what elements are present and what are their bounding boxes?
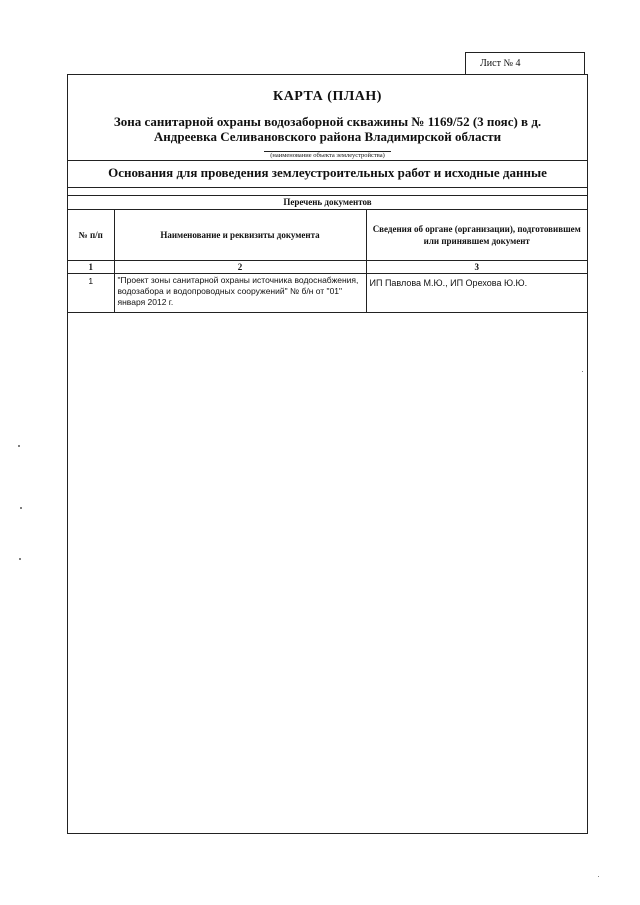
row-num: 1 (68, 274, 114, 313)
table-caption-row (68, 195, 587, 210)
object-name-line-2: Андреевка Селивановского района Владимирской области (153, 129, 502, 144)
object-name (68, 114, 587, 144)
scan-speck (598, 876, 599, 877)
basis-heading: Основания для проведения землеустроительных работ и исходные данные (68, 160, 587, 188)
row-organization: ИП Павлова М.Ю., ИП Орехова Ю.Ю. (366, 274, 587, 313)
header-num: № п/п (68, 210, 114, 261)
header-name: Наименование и реквизиты документа (114, 210, 366, 261)
table-header-row (68, 210, 587, 261)
scan-speck (20, 507, 22, 509)
column-number: 2 (114, 261, 366, 274)
object-name-line-1: Зона санитарной охраны водозаборной скважины № 1169/52 (3 пояс) в д. (113, 114, 542, 129)
header-org: Сведения об органе (организации), подготовившем или принявшем документ (366, 210, 587, 261)
object-name-caption: (наименование объекта землеустройства) (264, 151, 391, 160)
column-number: 3 (366, 261, 587, 274)
row-document-name: "Проект зоны санитарной охраны источника водоснабжения, водозабора и водопроводных сооружений" № б/н от "01" января 2012 г. (114, 274, 366, 313)
column-numbers-row (68, 261, 587, 274)
document-frame (67, 74, 588, 834)
document-header (68, 75, 587, 161)
column-number: 1 (68, 261, 114, 274)
table-caption: Перечень документов (68, 195, 587, 210)
documents-table (68, 195, 587, 313)
document-title: КАРТА (ПЛАН) (273, 89, 382, 104)
table-row (68, 274, 587, 313)
sheet-number-label: Лист № 4 (465, 52, 585, 74)
scan-speck (582, 371, 583, 372)
scan-speck (18, 445, 20, 447)
scan-speck (19, 558, 21, 560)
